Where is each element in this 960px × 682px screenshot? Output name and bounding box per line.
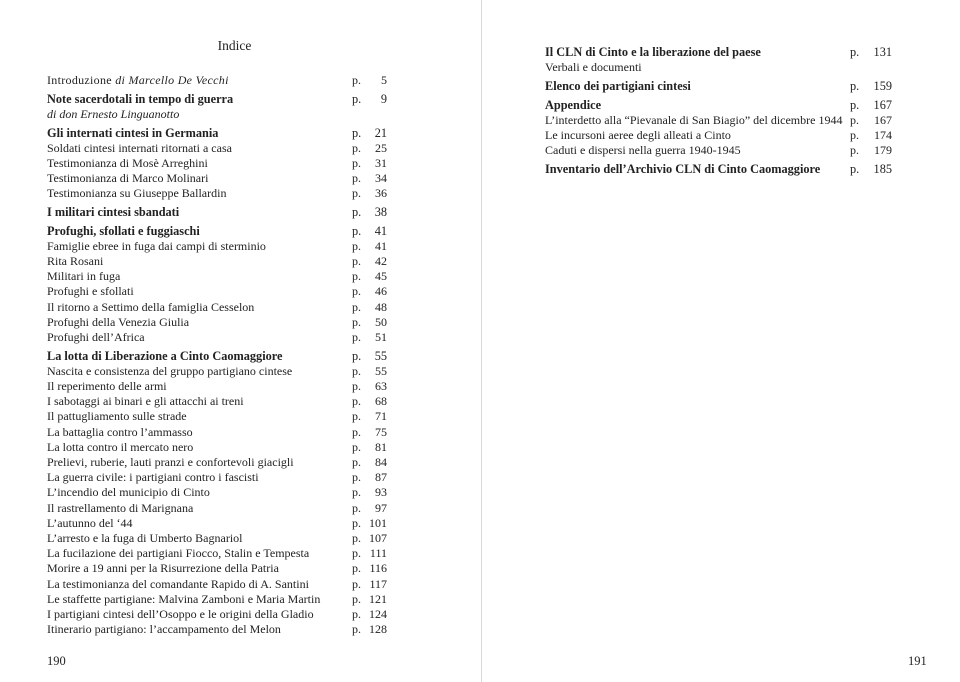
page-ref: 63 — [375, 379, 387, 394]
toc-entry-title — [47, 592, 320, 607]
entry-text: I sabotaggi ai binari e gli attacchi ai treni — [47, 394, 244, 409]
toc-entry-title — [47, 156, 208, 171]
toc-entry-title — [47, 330, 145, 345]
toc-entry-title — [47, 92, 233, 107]
page-ref: 159 — [873, 78, 892, 93]
page-prefix: p. — [352, 455, 361, 469]
page-ref: 116 — [369, 561, 387, 576]
toc-entry-title — [47, 546, 309, 561]
entry-text: Il rastrellamento di Marignana — [47, 500, 194, 515]
page-prefix: p. — [352, 254, 361, 269]
page-prefix: p. — [352, 348, 362, 363]
entry-text: Rita Rosani — [47, 254, 104, 269]
toc-entry — [47, 73, 387, 88]
toc-entry-title — [47, 126, 218, 141]
page-prefix: p. — [352, 515, 361, 530]
toc-entry — [47, 470, 387, 485]
page-number-right: 191 — [908, 654, 927, 668]
toc-section-heading — [545, 98, 892, 113]
page-prefix: p. — [352, 171, 361, 186]
page-prefix: p. — [850, 161, 860, 176]
toc-entry-title — [47, 561, 279, 576]
toc-entry — [47, 561, 387, 576]
toc-entry-title — [47, 141, 232, 156]
toc-entry-title — [545, 143, 741, 158]
entry-author: di Marcello De Vecchi — [115, 73, 229, 87]
page-prefix: p. — [352, 606, 361, 621]
toc-entry-title — [545, 79, 691, 94]
page-prefix: p. — [352, 140, 361, 155]
page-ref: 45 — [375, 269, 387, 284]
toc-section-heading — [545, 45, 892, 60]
toc-entry — [47, 425, 387, 440]
entry-text: Testimonianza di Marco Molinari — [47, 171, 209, 186]
entry-text: Il CLN di Cinto e la liberazione del paese — [545, 45, 761, 59]
page-prefix: p. — [352, 439, 361, 454]
entry-text: Elenco dei partigiani cintesi — [545, 78, 691, 93]
toc-section-heading — [47, 92, 387, 107]
index-title: Indice — [217, 38, 252, 53]
entry-text: Profughi, sfollati e fuggiaschi — [47, 223, 200, 238]
toc-entry — [47, 330, 387, 345]
toc-entry — [47, 607, 387, 622]
page-prefix: p. — [352, 238, 361, 253]
entry-text: L’incendio del municipio di Cinto — [47, 485, 210, 500]
toc-entry-title — [47, 379, 167, 394]
entry-text: Prelievi, ruberie, lauti pranzi e confortevoli giacigli — [47, 455, 294, 469]
toc-entry — [47, 394, 387, 409]
toc-entry-title — [47, 300, 254, 315]
page-prefix: p. — [352, 485, 361, 500]
toc-entry-title — [47, 284, 134, 299]
entry-text: Gli internati cintesi in Germania — [47, 125, 219, 140]
page-ref: 101 — [369, 515, 387, 530]
entry-text: Il reperimento delle armi — [47, 379, 167, 394]
page-ref: 51 — [375, 330, 387, 344]
page-prefix: p. — [352, 205, 362, 219]
toc-section-heading — [47, 224, 387, 239]
page-ref: 124 — [369, 606, 387, 621]
toc-entry-title — [47, 607, 314, 622]
page-prefix: p. — [352, 394, 361, 409]
toc-entry — [47, 254, 387, 269]
entry-text: Note sacerdotali in tempo di guerra — [47, 91, 234, 106]
toc-entry — [47, 141, 387, 156]
toc-entry-title — [47, 254, 103, 269]
entry-text: Profughi e sfollati — [47, 284, 134, 299]
entry-text: Itinerario partigiano: l’accampamento del Melon — [47, 622, 281, 637]
page-ref: 121 — [369, 591, 387, 606]
page-number-left: 190 — [47, 654, 66, 668]
toc-entry-title — [47, 205, 179, 220]
page-ref: 84 — [375, 455, 387, 469]
toc-entry-title — [47, 531, 243, 546]
entry-text: Appendice — [545, 97, 602, 112]
toc-entry — [47, 485, 387, 500]
toc-entry — [47, 546, 387, 561]
page-ref: 131 — [873, 45, 892, 59]
page-prefix: p. — [352, 591, 361, 606]
entry-author: di don Ernesto Linguanotto — [47, 106, 180, 121]
page-prefix: p. — [352, 622, 361, 637]
entry-text: Testimonianza di Mosè Arreghini — [47, 155, 208, 170]
toc-entry-title — [47, 269, 120, 284]
page-prefix: p. — [850, 97, 860, 112]
page-prefix: p. — [352, 561, 361, 576]
page-ref: 55 — [374, 348, 387, 363]
toc-entry-title — [545, 98, 601, 113]
page-prefix: p. — [352, 470, 361, 485]
page-prefix: p. — [850, 78, 860, 93]
table-of-contents-left — [47, 73, 387, 637]
page-prefix: p. — [352, 314, 361, 329]
toc-entry — [47, 364, 387, 379]
toc-entry — [47, 440, 387, 455]
toc-entry — [47, 409, 387, 424]
page-prefix: p. — [850, 45, 860, 59]
page-prefix: p. — [352, 125, 362, 140]
entry-text: Militari in fuga — [47, 269, 121, 284]
page-prefix: p. — [352, 223, 362, 238]
toc-entry-title — [545, 60, 642, 75]
toc-entry — [47, 315, 387, 330]
toc-entry — [47, 516, 387, 531]
toc-entry — [545, 60, 892, 75]
page-ref: 81 — [375, 439, 387, 454]
page-ref: 107 — [369, 530, 387, 545]
page-prefix: p. — [352, 284, 361, 299]
page-prefix: p. — [850, 127, 859, 142]
toc-entry-title — [47, 171, 208, 186]
page-ref: 48 — [375, 299, 387, 314]
toc-entry — [47, 531, 387, 546]
toc-entry-title — [47, 470, 259, 485]
page-prefix: p. — [352, 91, 362, 106]
toc-entry-title — [47, 239, 266, 254]
toc-entry — [545, 113, 892, 128]
page-prefix: p. — [850, 143, 859, 158]
toc-entry-title — [47, 186, 226, 201]
page-prefix: p. — [352, 155, 361, 170]
toc-entry — [47, 269, 387, 284]
toc-entry-title — [545, 113, 842, 128]
entry-text: Profughi dell’Africa — [47, 330, 145, 344]
entry-text: Inventario dell’Archivio CLN di Cinto Caomaggiore — [545, 161, 821, 176]
page-prefix: p. — [352, 73, 361, 87]
entry-text: I partigiani cintesi dell’Osoppo e le origini della Gladio — [47, 606, 314, 621]
entry-text: L’autunno del ‘44 — [47, 515, 133, 530]
page-ref: 50 — [375, 314, 387, 329]
page-prefix: p. — [352, 330, 361, 344]
page-ref: 34 — [375, 171, 387, 186]
toc-entry-title — [47, 577, 309, 592]
page-ref: 174 — [874, 127, 892, 142]
toc-entry-title — [47, 425, 193, 440]
toc-entry-title — [47, 107, 179, 122]
toc-entry-title — [47, 455, 294, 470]
toc-section-heading — [545, 162, 892, 177]
page-prefix: p. — [352, 530, 361, 545]
toc-entry-title — [47, 622, 281, 637]
page-ref: 128 — [369, 622, 387, 637]
toc-entry — [545, 128, 892, 143]
toc-entry — [47, 379, 387, 394]
page-ref: 42 — [375, 254, 387, 269]
entry-text: L’interdetto alla “Pievanale di San Biagio” del dicembre 1944 — [545, 112, 843, 127]
entry-text: Testimonianza su Giuseppe Ballardin — [47, 186, 227, 201]
entry-text: L’arresto e la fuga di Umberto Bagnariol — [47, 530, 243, 545]
toc-entry — [47, 156, 387, 171]
page-prefix: p. — [352, 269, 361, 284]
page-ref: 55 — [375, 363, 387, 378]
toc-entry — [47, 455, 387, 470]
entry-text: Morire a 19 anni per la Risurrezione della Patria — [47, 561, 279, 576]
toc-entry-title — [47, 73, 229, 88]
entry-text: Nascita e consistenza del gruppo partigiano cintese — [47, 363, 293, 378]
entry-text: Le incursoni aeree degli alleati a Cinto — [545, 127, 731, 142]
entry-text: Introduzione — [47, 73, 116, 87]
page-ref: 167 — [873, 97, 892, 112]
page-ref: 87 — [375, 470, 387, 485]
page-ref: 71 — [375, 409, 387, 424]
page-ref: 36 — [375, 186, 387, 201]
page-ref: 38 — [374, 205, 387, 219]
page-ref: 75 — [375, 424, 387, 439]
page-ref: 179 — [874, 143, 892, 158]
right-page — [482, 0, 960, 682]
toc-entry — [47, 577, 387, 592]
page-prefix: p. — [352, 299, 361, 314]
entry-text: La battaglia contro l’ammasso — [47, 424, 193, 439]
page-prefix: p. — [352, 576, 361, 591]
toc-section-heading — [47, 349, 387, 364]
toc-entry — [545, 143, 892, 158]
toc-entry — [47, 622, 387, 637]
page-prefix: p. — [352, 546, 361, 561]
entry-text: La lotta di Liberazione a Cinto Caomaggiore — [47, 348, 283, 363]
toc-entry-title — [545, 45, 761, 60]
entry-text: I militari cintesi sbandati — [47, 205, 180, 219]
entry-text: La fucilazione dei partigiani Fiocco, Stalin e Tempesta — [47, 546, 310, 561]
entry-text: Famiglie ebree in fuga dai campi di sterminio — [47, 238, 266, 253]
toc-entry — [47, 107, 387, 122]
page-prefix: p. — [352, 409, 361, 424]
toc-entry — [47, 592, 387, 607]
toc-entry-title — [47, 516, 133, 531]
toc-entry — [47, 300, 387, 315]
toc-entry — [47, 171, 387, 186]
entry-text: La lotta contro il mercato nero — [47, 439, 194, 454]
page-ref: 41 — [374, 223, 387, 238]
table-of-contents-right — [545, 45, 892, 177]
page-ref: 46 — [375, 284, 387, 299]
page-ref: 5 — [381, 73, 387, 87]
page-ref: 31 — [375, 155, 387, 170]
page-ref: 41 — [375, 238, 387, 253]
toc-entry-title — [47, 364, 292, 379]
entry-text: Il pattugliamento sulle strade — [47, 409, 187, 424]
page-prefix: p. — [352, 379, 361, 394]
toc-entry — [47, 186, 387, 201]
toc-entry-title — [47, 501, 193, 516]
toc-entry-title — [47, 315, 189, 330]
page-prefix: p. — [352, 500, 361, 515]
toc-entry-title — [47, 485, 210, 500]
toc-section-heading — [545, 79, 892, 94]
entry-text: Soldati cintesi internati ritornati a casa — [47, 140, 232, 155]
entry-text: Caduti e dispersi nella guerra 1940-1945 — [545, 143, 741, 158]
page-prefix: p. — [352, 363, 361, 378]
entry-text: La testimonianza del comandante Rapido di A. Santini — [47, 576, 309, 591]
page-ref: 25 — [375, 140, 387, 155]
page-prefix: p. — [352, 424, 361, 439]
toc-section-heading — [47, 205, 387, 220]
page-ref: 117 — [369, 576, 387, 591]
page-prefix: p. — [850, 112, 859, 127]
entry-text: Verbali e documenti — [545, 60, 642, 75]
page-ref: 93 — [375, 485, 387, 500]
toc-entry — [47, 284, 387, 299]
toc-section-heading — [47, 126, 387, 141]
entry-text: Il ritorno a Settimo della famiglia Cesselon — [47, 299, 255, 314]
page-prefix: p. — [352, 186, 361, 201]
toc-entry-title — [47, 224, 200, 239]
page-ref: 21 — [374, 125, 387, 140]
toc-entry-title — [545, 162, 820, 177]
page-ref: 68 — [375, 394, 387, 409]
entry-text: La guerra civile: i partigiani contro i fascisti — [47, 470, 259, 485]
toc-entry-title — [47, 394, 244, 409]
page-ref: 111 — [369, 546, 387, 561]
page-ref: 97 — [375, 500, 387, 515]
entry-text: Le staffette partigiane: Malvina Zamboni e Maria Martin — [47, 591, 321, 606]
toc-entry-title — [47, 440, 193, 455]
page-ref: 9 — [380, 91, 387, 106]
page-ref: 167 — [874, 112, 892, 127]
toc-entry-title — [545, 128, 731, 143]
toc-entry — [47, 239, 387, 254]
toc-entry-title — [47, 409, 187, 424]
page-ref: 185 — [873, 161, 892, 176]
toc-entry-title — [47, 349, 282, 364]
toc-entry — [47, 501, 387, 516]
entry-text: Profughi della Venezia Giulia — [47, 314, 190, 329]
